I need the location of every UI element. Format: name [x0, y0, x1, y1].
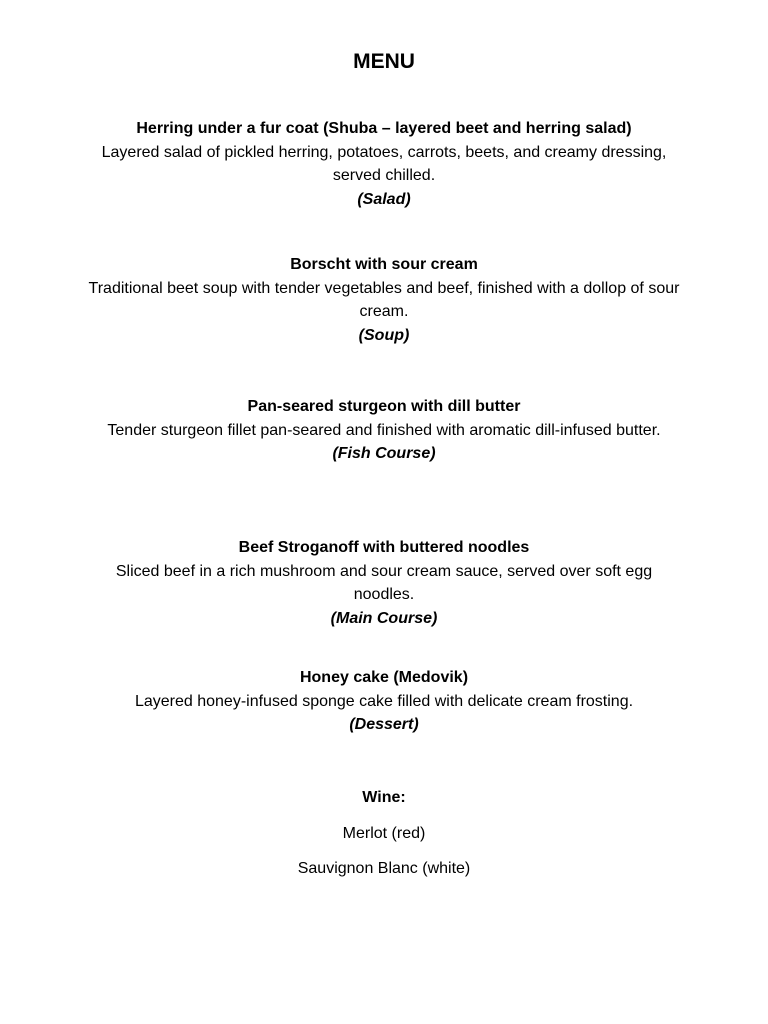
dish-description: Layered honey-infused sponge cake filled with delicate cream frosting. — [134, 692, 634, 710]
dish-course: (Fish Course) — [332, 445, 436, 462]
dish-name: Pan-seared sturgeon with dill butter — [247, 398, 521, 415]
menu-item-salad — [84, 117, 684, 211]
dish-name: Borscht with sour cream — [290, 256, 478, 273]
menu-title: MENU — [353, 50, 415, 73]
dish-name: Honey cake (Medovik) — [299, 669, 469, 686]
dish-name: Herring under a fur coat (Shuba – layered beet and herring salad) — [136, 120, 632, 137]
dish-course: (Dessert) — [349, 716, 419, 733]
dish-description: Sliced beef in a rich mushroom and sour cream sauce, served over soft egg noodles. — [115, 562, 653, 603]
wine-heading: Wine: — [362, 789, 406, 806]
menu-item-fish — [84, 395, 684, 466]
dish-description: Traditional beet soup with tender vegetables and beef, finished with a dollop of sour cream. — [88, 279, 680, 320]
dish-description: Layered salad of pickled herring, potatoes, carrots, beets, and creamy dressing, served chilled. — [101, 143, 667, 184]
wine-item-sauvignon-blanc: Sauvignon Blanc (white) — [297, 860, 471, 877]
menu-item-dessert — [84, 666, 684, 737]
menu-item-main — [84, 536, 684, 630]
dish-description: Tender sturgeon fillet pan-seared and finished with aromatic dill-infused butter. — [107, 421, 661, 439]
dish-name: Beef Stroganoff with buttered noodles — [238, 539, 530, 556]
wine-item-merlot: Merlot (red) — [342, 825, 426, 842]
menu-item-soup — [84, 253, 684, 347]
dish-course: (Soup) — [358, 326, 410, 344]
dish-course: (Main Course) — [330, 609, 438, 627]
dish-course: (Salad) — [357, 190, 411, 208]
